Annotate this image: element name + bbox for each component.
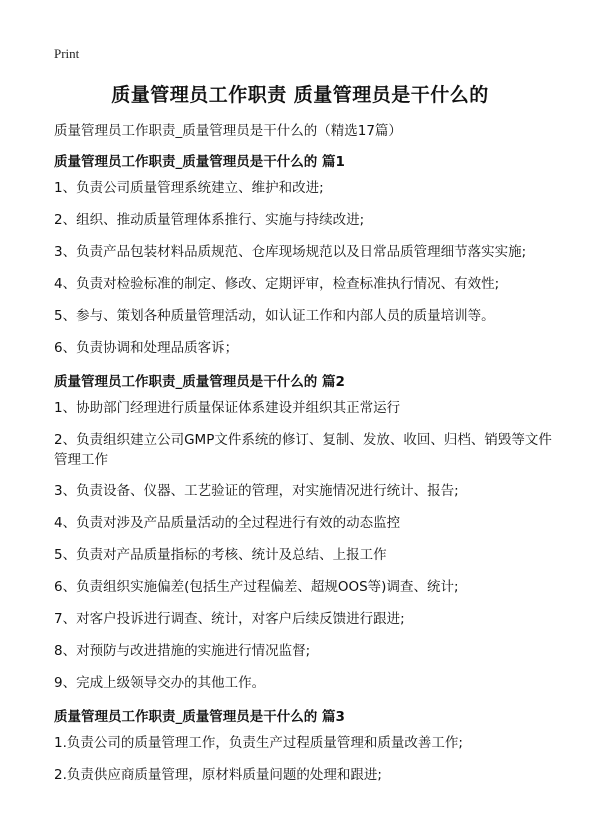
section-heading-1: 质量管理员工作职责_质量管理员是干什么的 篇1 (54, 154, 345, 170)
list-item: 3、负责设备、仪器、工艺验证的管理，对实施情况进行统计、报告; (54, 483, 459, 499)
list-item: 1、负责公司质量管理系统建立、维护和改进; (54, 180, 324, 196)
list-item: 6、负责协调和处理品质客诉； (54, 340, 239, 356)
list-item: 3、负责产品包装材料品质规范、仓库现场规范以及日常品质管理细节落实实施; (54, 244, 527, 260)
list-item: 1、协助部门经理进行质量保证体系建设并组织其正常运行 (54, 400, 401, 416)
subtitle: 质量管理员工作职责_质量管理员是干什么的（精选17篇） (54, 123, 402, 139)
list-item: 5、负责对产品质量指标的考核、统计及总结、上报工作 (54, 547, 387, 563)
list-item: 4、负责对涉及产品质量活动的全过程进行有效的动态监控 (54, 515, 401, 531)
print-link[interactable]: Print (54, 46, 80, 61)
list-item: 9、完成上级领导交办的其他工作。 (54, 675, 266, 691)
list-item: 2、组织、推动质量管理体系推行、实施与持续改进; (54, 212, 365, 228)
list-item: 7、对客户投诉进行调查、统计，对客户后续反馈进行跟进; (54, 611, 405, 627)
list-item: 8、对预防与改进措施的实施进行情况监督; (54, 643, 311, 659)
list-item: 5、参与、策划各种质量管理活动，如认证工作和内部人员的质量培训等。 (54, 308, 495, 324)
list-item: 2、负责组织建立公司GMP文件系统的修订、复制、发放、收回、归档、销毁等文件管理工作 (54, 432, 552, 468)
list-item: 1.负责公司的质量管理工作，负责生产过程质量管理和质量改善工作; (54, 735, 463, 751)
list-item: 2.负责供应商质量管理，原材料质量问题的处理和跟进; (54, 767, 382, 783)
list-item: 4、负责对检验标准的制定、修改、定期评审，检查标准执行情况、有效性; (54, 276, 500, 292)
section-heading-3: 质量管理员工作职责_质量管理员是干什么的 篇3 (54, 709, 345, 725)
section-heading-2: 质量管理员工作职责_质量管理员是干什么的 篇2 (54, 374, 345, 390)
page-title: 质量管理员工作职责 质量管理员是干什么的 (111, 84, 489, 106)
list-item: 6、负责组织实施偏差(包括生产过程偏差、超规OOS等)调查、统计; (54, 579, 459, 595)
